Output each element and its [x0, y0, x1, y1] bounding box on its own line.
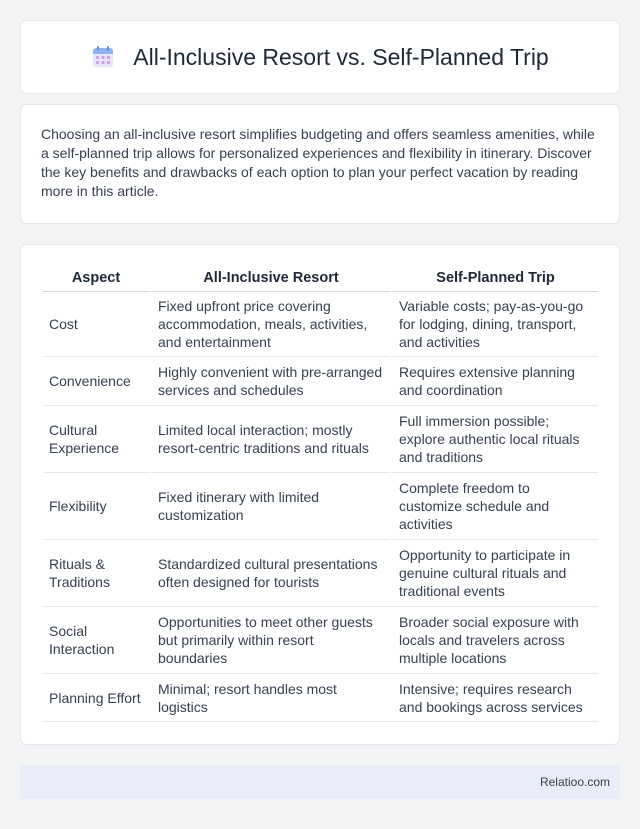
aspect-cell: Flexibility	[43, 473, 149, 540]
intro-card	[20, 104, 620, 224]
aspect-cell: Rituals & Traditions	[43, 540, 149, 607]
aspect-cell: Convenience	[43, 357, 149, 406]
table-row	[43, 540, 598, 607]
aspect-cell: Planning Effort	[43, 674, 149, 722]
page-title: All-Inclusive Resort vs. Self-Planned Trip	[133, 43, 549, 70]
table-row	[43, 406, 598, 473]
self-planned-cell: Variable costs; pay-as-you-go for lodging, dining, transport, and activities	[390, 292, 598, 357]
resort-cell: Minimal; resort handles most logistics	[149, 674, 390, 722]
self-planned-cell: Opportunity to participate in genuine cultural rituals and traditional events	[390, 540, 598, 607]
resort-cell: Highly convenient with pre-arranged services and schedules	[149, 357, 390, 406]
resort-cell: Fixed upfront price covering accommodation, meals, activities, and entertainment	[149, 292, 390, 357]
resort-cell: Opportunities to meet other guests but primarily within resort boundaries	[149, 607, 390, 674]
footer	[20, 765, 620, 799]
self-planned-cell: Requires extensive planning and coordination	[390, 357, 598, 406]
comparison-table	[43, 263, 598, 722]
table-row	[43, 292, 598, 357]
header-aspect: Aspect	[43, 263, 149, 292]
self-planned-cell: Broader social exposure with locals and travelers across multiple locations	[390, 607, 598, 674]
table-row	[43, 473, 598, 540]
calendar-icon	[91, 45, 115, 69]
intro-text: Choosing an all-inclusive resort simplifies budgeting and offers seamless amenities, while a self-planned trip allows for personalized experiences and flexibility in itinerary. Discover the key benefits and drawbacks of each option to plan your perfect vacation by reading more in this article.	[41, 126, 595, 199]
resort-cell: Standardized cultural presentations often designed for tourists	[149, 540, 390, 607]
header-self-planned: Self-Planned Trip	[390, 263, 598, 292]
table-row	[43, 357, 598, 406]
aspect-cell: Social Interaction	[43, 607, 149, 674]
comparison-card	[20, 244, 620, 745]
title-card	[20, 20, 620, 94]
resort-cell: Limited local interaction; mostly resort-centric traditions and rituals	[149, 406, 390, 473]
aspect-cell: Cultural Experience	[43, 406, 149, 473]
table-row	[43, 607, 598, 674]
self-planned-cell: Complete freedom to customize schedule and activities	[390, 473, 598, 540]
table-row	[43, 674, 598, 722]
self-planned-cell: Full immersion possible; explore authentic local rituals and traditions	[390, 406, 598, 473]
resort-cell: Fixed itinerary with limited customization	[149, 473, 390, 540]
header-all-inclusive: All-Inclusive Resort	[149, 263, 390, 292]
table-header-row	[43, 263, 598, 292]
self-planned-cell: Intensive; requires research and bookings across services	[390, 674, 598, 722]
aspect-cell: Cost	[43, 292, 149, 357]
footer-brand: Relatioo.com	[539, 775, 610, 789]
